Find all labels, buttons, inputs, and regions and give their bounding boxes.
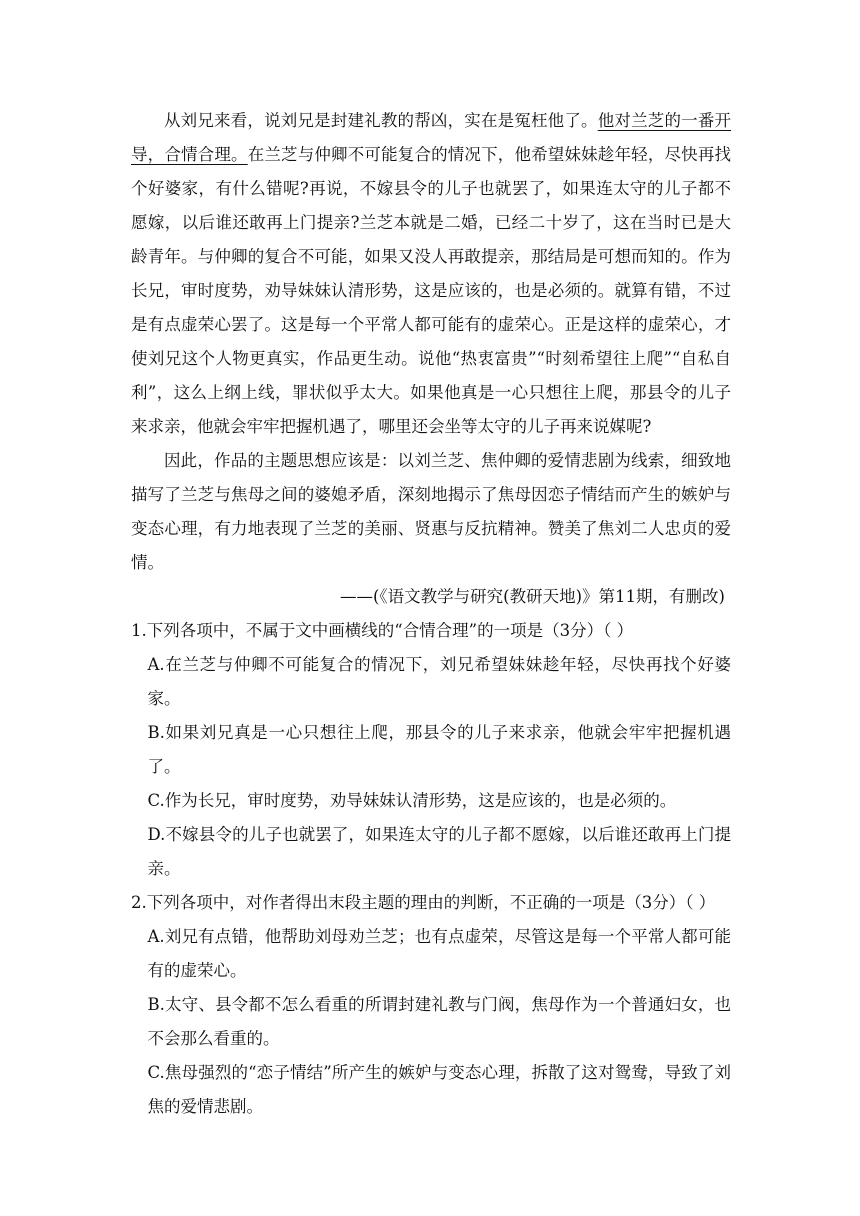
option-b: B.太守、县令都不怎么看重的所谓封建礼教与门阀，焦母作为一个普通妇女，也不会那么看重的。 xyxy=(147,995,731,1048)
question-2 xyxy=(131,886,731,1124)
option-a: A.在兰芝与仲卿不可能复合的情况下，刘兄希望妹妹趁年轻，尽快再找个好婆家。 xyxy=(147,655,731,708)
document-content xyxy=(131,104,731,1124)
option-b: B.如果刘兄真是一心只想往上爬，那县令的儿子来求亲，他就会牢牢把握机遇了。 xyxy=(147,723,731,776)
option-a: A.刘兄有点错，他帮助刘母劝兰芝；也有点虚荣，尽管这是每一个平常人都可能有的虚荣心。 xyxy=(147,927,731,980)
passage-paragraph-2: 因此，作品的主题思想应该是：以刘兰芝、焦仲卿的爱情悲剧为线索，细致地描写了兰芝与焦母之间的婆媳矛盾，深刻地揭示了焦母因恋子情结而产生的嫉妒与变态心理，有力地表现了兰芝的美丽、贤惠与反抗精神。赞美了焦刘二人忠贞的爱情。 xyxy=(131,451,731,572)
underlined-phrase: 他对兰芝的一番开导，合情合理。 xyxy=(131,111,732,164)
option-c: C.焦母强烈的“恋子情结”所产生的嫉妒与变态心理，拆散了这对鸳鸯，导致了刘焦的爱情悲剧。 xyxy=(147,1063,731,1116)
question-1 xyxy=(131,614,731,886)
option-c: C.作为长兄，审时度势，劝导妹妹认清形势，这是应该的，也是必须的。 xyxy=(147,791,677,810)
passage-paragraph-1 xyxy=(131,104,731,444)
option-d: D.不嫁县令的儿子也就罢了，如果连太守的儿子都不愿嫁，以后谁还敢再上门提亲。 xyxy=(147,825,731,878)
passage-paragraph-1-body: 在兰芝与仲卿不可能复合的情况下，他希望妹妹趁年轻，尽快再找个好婆家，有什么错呢?再说，不嫁县令的儿子也就罢了，如果连太守的儿子都不愿嫁，以后谁还敢再上门提亲?兰芝本就是二婚，已经二十岁了，这在当时已是大龄青年。与仲卿的复合不可能，如果又没人再敢提亲，那结局是可想而知的。作为长兄，审时度势，劝导妹妹认清形势，这是应该的，也是必须的。就算有错，不过是有点虚荣心罢了。这是每一个平常人都可能有的虚荣心。正是这样的虚荣心，才使刘兄这个人物更真实，作品更生动。说他“热衷富贵”“时刻希望往上爬”“自私自利”，这么上纲上线，罪状似乎太大。如果他真是一心只想往上爬，那县令的儿子来求亲，他就会牢牢把握机遇了，哪里还会坐等太守的儿子再来说媒呢? xyxy=(131,145,732,436)
question-stem: 2.下列各项中，对作者得出末段主题的理由的判断，不正确的一项是（3分）（ ） xyxy=(131,893,716,912)
passage-source: ——(《语文教学与研究(教研天地)》第11期，有删改) xyxy=(340,587,725,606)
question-stem: 1.下列各项中，不属于文中画横线的“合情合理”的一项是（3分）（ ） xyxy=(131,621,634,640)
passage-paragraph-1-lead: 从刘兄来看，说刘兄是封建礼教的帮凶，实在是冤枉他了。 xyxy=(164,111,598,130)
